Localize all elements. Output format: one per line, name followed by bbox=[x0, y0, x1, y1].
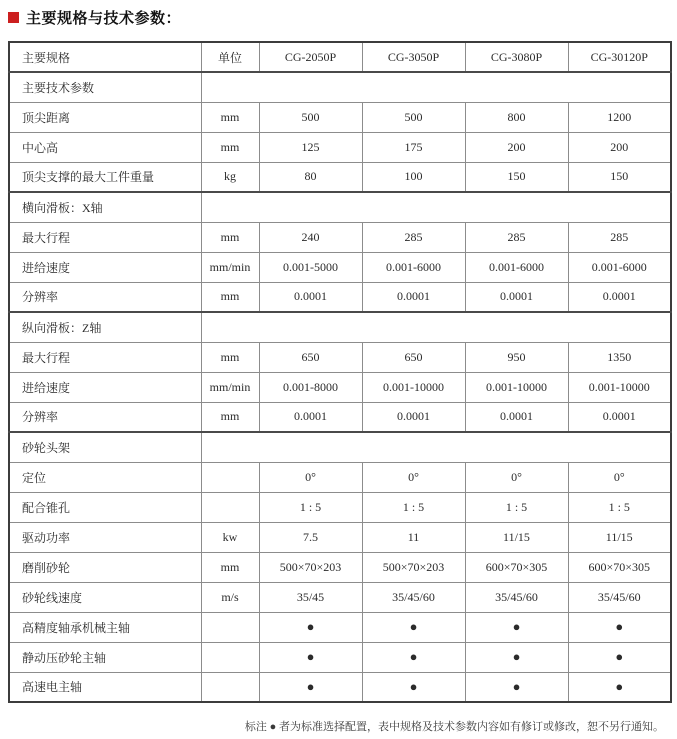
value-cell: 11 bbox=[362, 522, 465, 552]
value-cell: 125 bbox=[259, 132, 362, 162]
value-cell: 0.001-10000 bbox=[465, 372, 568, 402]
value-cell: 175 bbox=[362, 132, 465, 162]
value-cell: 950 bbox=[465, 342, 568, 372]
row-label-cell: 定位 bbox=[9, 462, 201, 492]
spec-row bbox=[9, 132, 671, 162]
spec-row bbox=[9, 222, 671, 252]
standard-option-dot-cell: ● bbox=[568, 612, 671, 642]
value-cell: 11/15 bbox=[568, 522, 671, 552]
standard-option-dot-cell: ● bbox=[465, 672, 568, 702]
row-label-cell: 纵向滑板：Z轴 bbox=[9, 312, 201, 342]
value-cell: 240 bbox=[259, 222, 362, 252]
value-cell: 600×70×305 bbox=[465, 552, 568, 582]
spec-row bbox=[9, 282, 671, 312]
value-cell: 100 bbox=[362, 162, 465, 192]
spec-row bbox=[9, 582, 671, 612]
value-cell: 0.001-6000 bbox=[465, 252, 568, 282]
value-cell: 0° bbox=[465, 462, 568, 492]
value-cell: 1 : 5 bbox=[259, 492, 362, 522]
unit-cell: mm bbox=[201, 102, 259, 132]
standard-option-dot-cell: ● bbox=[362, 612, 465, 642]
row-label-cell: 横向滑板：X轴 bbox=[9, 192, 201, 222]
page-title bbox=[0, 0, 677, 28]
unit-cell: kg bbox=[201, 162, 259, 192]
header-cell: CG-2050P bbox=[259, 42, 362, 72]
unit-cell bbox=[201, 642, 259, 672]
section-spacer-cell bbox=[201, 432, 671, 462]
row-label-cell: 顶尖支撑的最大工件重量 bbox=[9, 162, 201, 192]
standard-option-dot-cell: ● bbox=[568, 642, 671, 672]
value-cell: 1 : 5 bbox=[362, 492, 465, 522]
value-cell: 35/45 bbox=[259, 582, 362, 612]
row-label-cell: 分辨率 bbox=[9, 282, 201, 312]
value-cell: 285 bbox=[362, 222, 465, 252]
row-label-cell: 高精度轴承机械主轴 bbox=[9, 612, 201, 642]
value-cell: 150 bbox=[568, 162, 671, 192]
value-cell: 500×70×203 bbox=[362, 552, 465, 582]
unit-cell: mm bbox=[201, 342, 259, 372]
value-cell: 0.0001 bbox=[568, 282, 671, 312]
standard-option-dot-cell: ● bbox=[362, 642, 465, 672]
unit-cell: mm bbox=[201, 402, 259, 432]
value-cell: 0.0001 bbox=[362, 402, 465, 432]
row-label-cell: 砂轮头架 bbox=[9, 432, 201, 462]
value-cell: 0.001-10000 bbox=[362, 372, 465, 402]
value-cell: 35/45/60 bbox=[465, 582, 568, 612]
value-cell: 1200 bbox=[568, 102, 671, 132]
spec-row bbox=[9, 492, 671, 522]
row-label-cell: 进给速度 bbox=[9, 252, 201, 282]
spec-row bbox=[9, 402, 671, 432]
row-label-cell: 顶尖距离 bbox=[9, 102, 201, 132]
value-cell: 1 : 5 bbox=[568, 492, 671, 522]
value-cell: 650 bbox=[362, 342, 465, 372]
section-spacer-cell bbox=[201, 312, 671, 342]
row-label-cell: 高速电主轴 bbox=[9, 672, 201, 702]
row-label-cell: 进给速度 bbox=[9, 372, 201, 402]
unit-cell: m/s bbox=[201, 582, 259, 612]
spec-row bbox=[9, 372, 671, 402]
spec-row bbox=[9, 672, 671, 702]
spec-row bbox=[9, 102, 671, 132]
spec-row bbox=[9, 612, 671, 642]
unit-cell bbox=[201, 462, 259, 492]
header-cell: CG-30120P bbox=[568, 42, 671, 72]
unit-cell bbox=[201, 492, 259, 522]
header-cell: CG-3080P bbox=[465, 42, 568, 72]
value-cell: 800 bbox=[465, 102, 568, 132]
value-cell: 1 : 5 bbox=[465, 492, 568, 522]
spec-row bbox=[9, 252, 671, 282]
value-cell: 200 bbox=[568, 132, 671, 162]
row-label-cell: 分辨率 bbox=[9, 402, 201, 432]
value-cell: 35/45/60 bbox=[362, 582, 465, 612]
section-row bbox=[9, 192, 671, 222]
standard-option-dot-cell: ● bbox=[362, 672, 465, 702]
row-label-cell: 静动压砂轮主轴 bbox=[9, 642, 201, 672]
standard-option-dot-cell: ● bbox=[259, 672, 362, 702]
value-cell: 500×70×203 bbox=[259, 552, 362, 582]
section-row bbox=[9, 432, 671, 462]
spec-row bbox=[9, 642, 671, 672]
row-label-cell: 磨削砂轮 bbox=[9, 552, 201, 582]
value-cell: 35/45/60 bbox=[568, 582, 671, 612]
value-cell: 650 bbox=[259, 342, 362, 372]
value-cell: 500 bbox=[362, 102, 465, 132]
row-label-cell: 最大行程 bbox=[9, 342, 201, 372]
value-cell: 0.001-5000 bbox=[259, 252, 362, 282]
standard-option-dot-cell: ● bbox=[465, 612, 568, 642]
table-header-row bbox=[9, 42, 671, 72]
value-cell: 7.5 bbox=[259, 522, 362, 552]
row-label-cell: 驱动功率 bbox=[9, 522, 201, 552]
unit-cell: mm/min bbox=[201, 372, 259, 402]
value-cell: 0.0001 bbox=[568, 402, 671, 432]
unit-cell: mm/min bbox=[201, 252, 259, 282]
page-title-text: 主要规格与技术参数： bbox=[26, 10, 182, 27]
footnote: 标注 ● 者为标准选择配置，表中规格及技术参数内容如有修订或修改，恕不另行通知。 bbox=[244, 721, 664, 733]
spec-row bbox=[9, 342, 671, 372]
value-cell: 0° bbox=[259, 462, 362, 492]
value-cell: 0.0001 bbox=[259, 402, 362, 432]
value-cell: 0° bbox=[362, 462, 465, 492]
unit-cell: kw bbox=[201, 522, 259, 552]
value-cell: 0.0001 bbox=[259, 282, 362, 312]
value-cell: 0.0001 bbox=[362, 282, 465, 312]
value-cell: 0.001-8000 bbox=[259, 372, 362, 402]
standard-option-dot-cell: ● bbox=[259, 642, 362, 672]
spec-row bbox=[9, 462, 671, 492]
unit-cell: mm bbox=[201, 132, 259, 162]
value-cell: 11/15 bbox=[465, 522, 568, 552]
value-cell: 0.001-6000 bbox=[568, 252, 671, 282]
standard-option-dot-cell: ● bbox=[568, 672, 671, 702]
section-spacer-cell bbox=[201, 192, 671, 222]
value-cell: 500 bbox=[259, 102, 362, 132]
header-cell: 单位 bbox=[201, 42, 259, 72]
unit-cell bbox=[201, 612, 259, 642]
header-cell: 主要规格 bbox=[9, 42, 201, 72]
value-cell: 0.0001 bbox=[465, 282, 568, 312]
unit-cell: mm bbox=[201, 282, 259, 312]
value-cell: 285 bbox=[465, 222, 568, 252]
value-cell: 285 bbox=[568, 222, 671, 252]
value-cell: 600×70×305 bbox=[568, 552, 671, 582]
section-spacer-cell bbox=[201, 72, 671, 102]
header-cell: CG-3050P bbox=[362, 42, 465, 72]
section-row bbox=[9, 72, 671, 102]
value-cell: 0.0001 bbox=[465, 402, 568, 432]
row-label-cell: 最大行程 bbox=[9, 222, 201, 252]
value-cell: 0.001-10000 bbox=[568, 372, 671, 402]
spec-row bbox=[9, 162, 671, 192]
unit-cell: mm bbox=[201, 552, 259, 582]
value-cell: 0.001-6000 bbox=[362, 252, 465, 282]
spec-table-body bbox=[9, 72, 671, 702]
section-row bbox=[9, 312, 671, 342]
value-cell: 150 bbox=[465, 162, 568, 192]
spec-row bbox=[9, 522, 671, 552]
unit-cell bbox=[201, 672, 259, 702]
standard-option-dot-cell: ● bbox=[465, 642, 568, 672]
row-label-cell: 配合锥孔 bbox=[9, 492, 201, 522]
row-label-cell: 砂轮线速度 bbox=[9, 582, 201, 612]
row-label-cell: 主要技术参数 bbox=[9, 72, 201, 102]
unit-cell: mm bbox=[201, 222, 259, 252]
value-cell: 80 bbox=[259, 162, 362, 192]
value-cell: 1350 bbox=[568, 342, 671, 372]
spec-table bbox=[8, 41, 672, 703]
spec-row bbox=[9, 552, 671, 582]
red-square-icon bbox=[8, 12, 19, 23]
value-cell: 200 bbox=[465, 132, 568, 162]
standard-option-dot-cell: ● bbox=[259, 612, 362, 642]
row-label-cell: 中心高 bbox=[9, 132, 201, 162]
value-cell: 0° bbox=[568, 462, 671, 492]
